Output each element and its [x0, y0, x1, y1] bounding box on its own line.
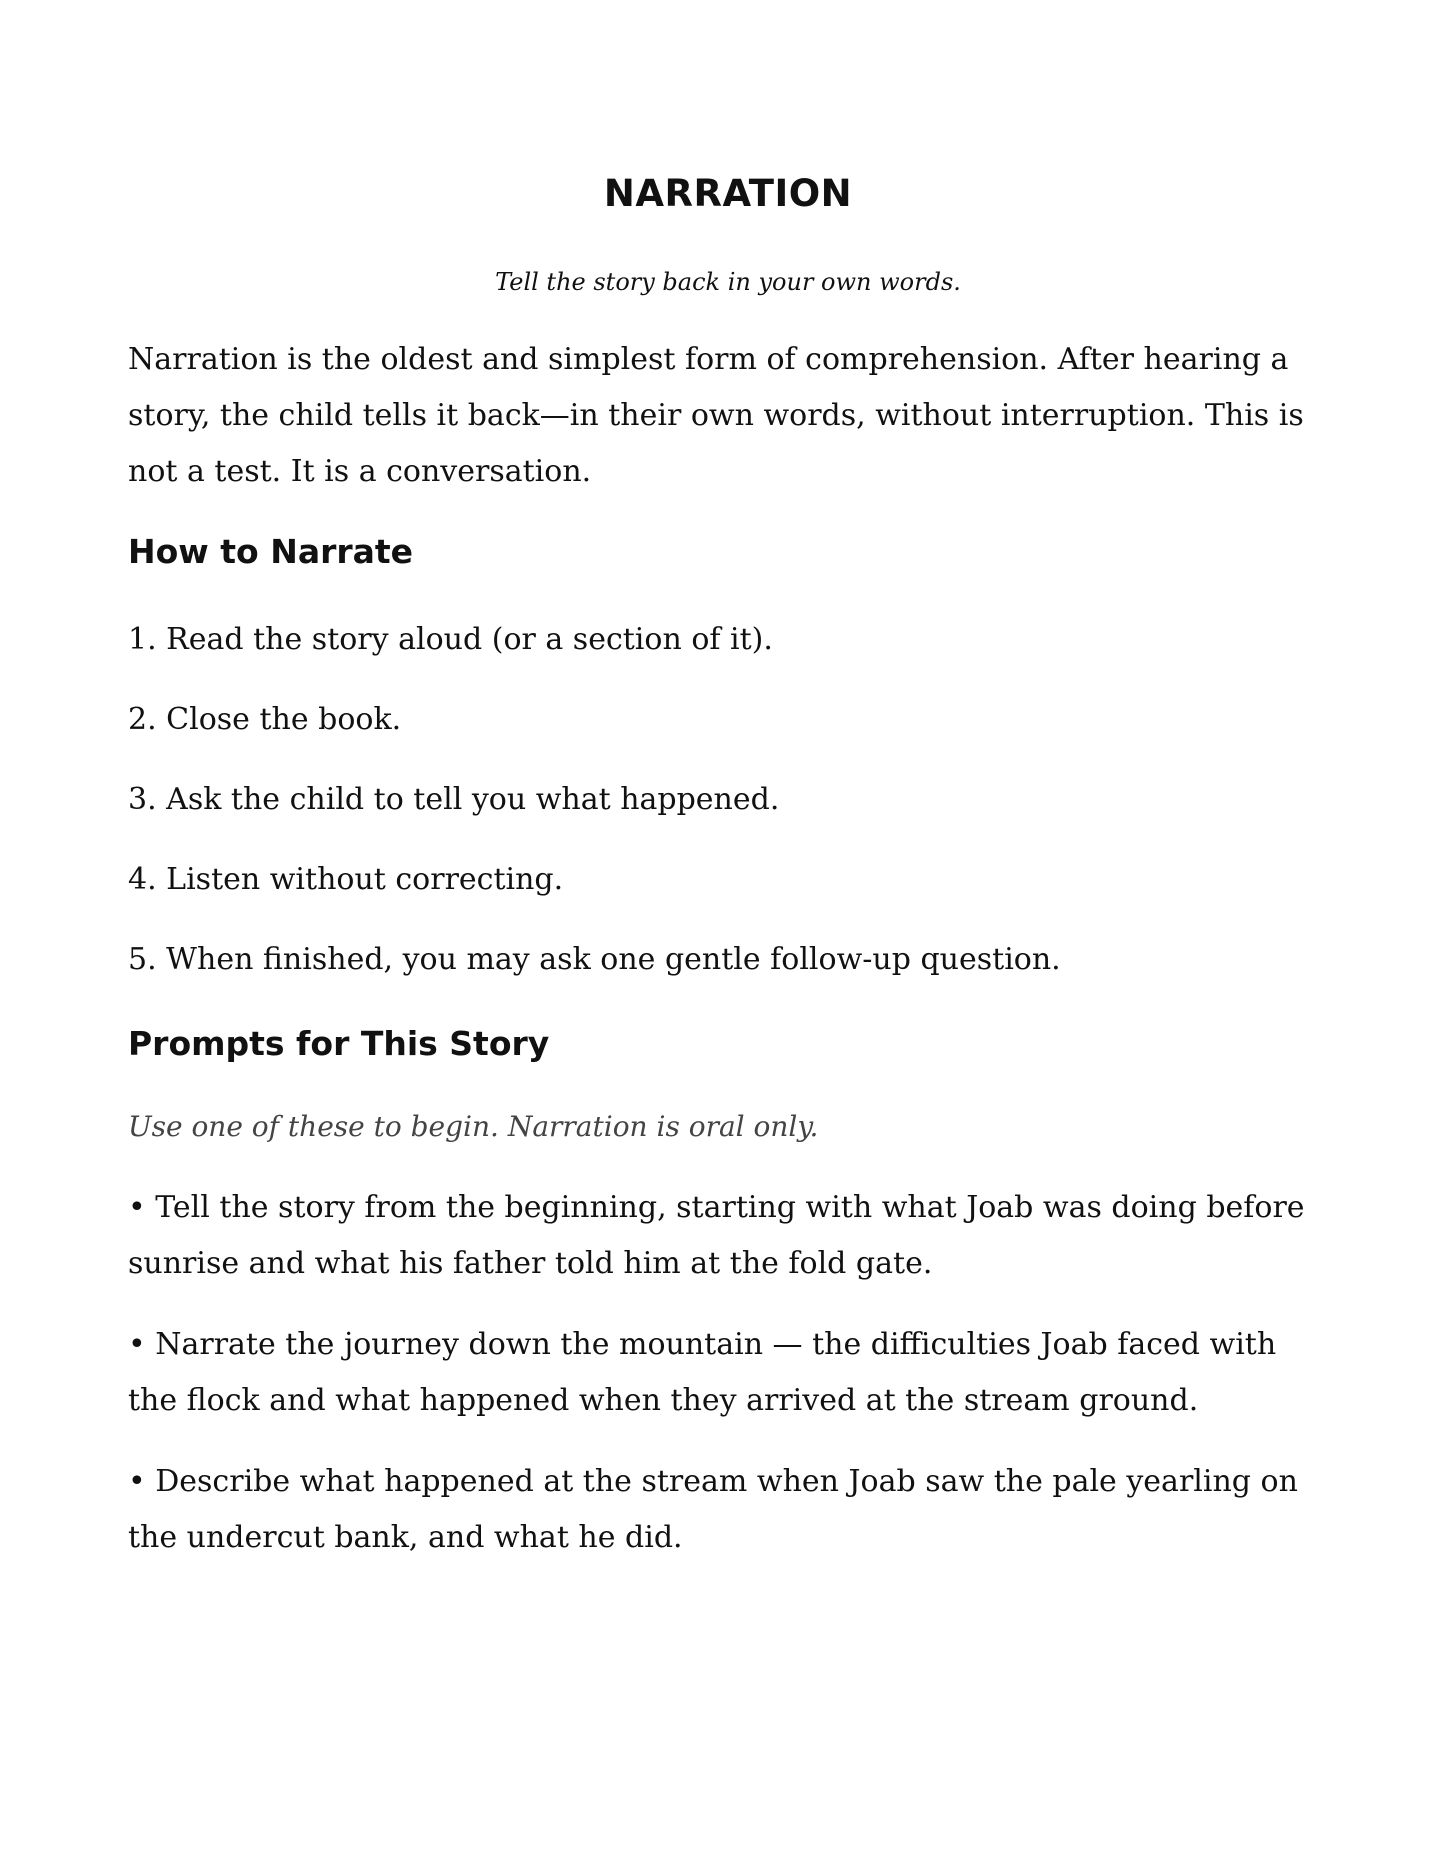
prompt-item: • Tell the story from the beginning, starting with what Joab was doing before sunrise and what his father told him at the fold gate.: [128, 1190, 1305, 1281]
page-title: NARRATION: [603, 172, 853, 215]
step-item: 5. When finished, you may ask one gentle follow-up question.: [128, 942, 1061, 977]
page-subtitle: Tell the story back in your own words.: [495, 268, 961, 296]
prompts-heading: Prompts for This Story: [128, 1024, 550, 1063]
step-item: 3. Ask the child to tell you what happened.: [128, 782, 780, 817]
step-item: 1. Read the story aloud (or a section of it).: [128, 622, 773, 657]
step-item: 2. Close the book.: [128, 702, 402, 737]
prompt-item: • Describe what happened at the stream when Joab saw the pale yearling on the undercut bank, and what he did.: [128, 1464, 1298, 1555]
how-to-heading: How to Narrate: [128, 532, 414, 571]
step-item: 4. Listen without correcting.: [128, 862, 564, 897]
intro-paragraph: Narration is the oldest and simplest form of comprehension. After hearing a story, the child tells it back—in their own words, without interruption. This is not a test. It is a conversation.: [128, 342, 1304, 489]
prompt-item: • Narrate the journey down the mountain — the difficulties Joab faced with the flock and what happened when they arrived at the stream ground.: [128, 1327, 1277, 1418]
prompts-note: Use one of these to begin. Narration is oral only.: [128, 1110, 819, 1143]
